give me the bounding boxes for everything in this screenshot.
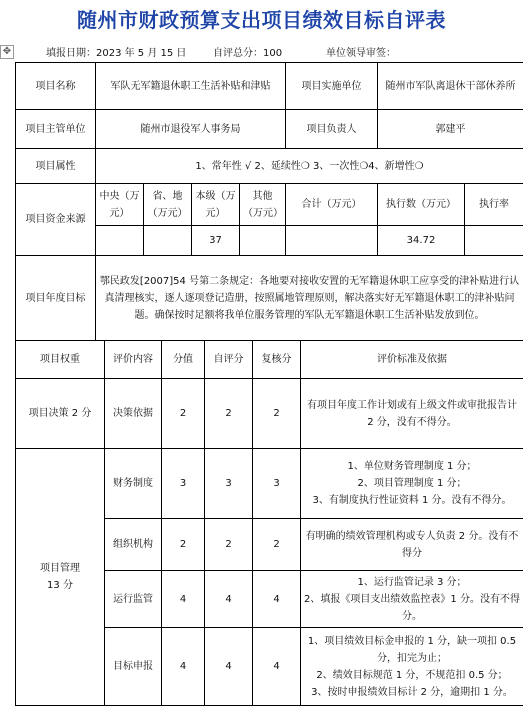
- criteria-cell: [301, 628, 523, 706]
- criteria-line: 有项目年度工作计划或有上级文件或审批报告计 2 分，没有不得分。: [307, 399, 517, 428]
- self-score-cell: 2: [205, 379, 253, 449]
- fill-date: 填报日期：2023 年 5 月 15 日: [46, 48, 187, 59]
- self-score-cell: 4: [205, 571, 253, 628]
- criteria-line: 1、运行监管记录 3 分；: [357, 576, 467, 588]
- content-cell: 决策依据: [105, 379, 162, 449]
- funding-header-total: 合计（万元）: [286, 184, 378, 226]
- funding-header-central: 中央（万元）: [96, 184, 144, 226]
- criteria-line: 2、项目管理制度 1 分；: [357, 478, 467, 489]
- criteria-line: 1、项目绩效目标金申报的 1 分，缺一项扣 0.5 分，扣完为止；: [307, 635, 517, 664]
- score-cell: 3: [162, 449, 205, 519]
- impl-unit-label: 项目实施单位: [286, 63, 378, 110]
- attribute-value: 1、常年性 √ 2、延续性❍ 3、一次性❍4、新增性❍: [96, 149, 523, 184]
- project-name-label: 项目名称: [16, 63, 96, 110]
- criteria-cell: [301, 571, 523, 628]
- project-name-value: 军队无军籍退休职工生活补贴和津贴: [96, 63, 286, 110]
- eval-header-weight: 项目权重: [16, 341, 105, 379]
- impl-unit-value: 随州市军队离退休干部休养所: [378, 63, 523, 110]
- funding-header-local: 本级（万元）: [192, 184, 240, 226]
- criteria-line: 2、绩效目标规范 1 分，不规范扣 0.5 分；: [316, 669, 508, 681]
- self-score-cell: 4: [205, 628, 253, 706]
- funding-header-other: 其他（万元）: [240, 184, 286, 226]
- form-title: 随州市财政预算支出项目绩效目标自评表: [77, 8, 446, 32]
- funding-value-central: [96, 226, 144, 256]
- criteria-cell: [301, 449, 523, 519]
- weight-decision: 项目决策 2 分: [16, 379, 105, 449]
- score-cell: 4: [162, 628, 205, 706]
- owner-value: 郭建平: [378, 110, 523, 149]
- supervisor-value: 随州市退役军人事务局: [96, 110, 286, 149]
- table-row: [16, 449, 523, 519]
- table-move-handle-icon[interactable]: ✥: [0, 45, 14, 59]
- funding-header-rate: 执行率: [465, 184, 523, 226]
- funding-value-rate: [465, 226, 523, 256]
- funding-value-total: [286, 226, 378, 256]
- funding-value-province: [144, 226, 192, 256]
- content-cell: 目标申报: [105, 628, 162, 706]
- content-cell: 组织机构: [105, 519, 162, 571]
- eval-header-review: 复核分: [253, 341, 301, 379]
- annual-goal-label: 项目年度目标: [16, 256, 96, 341]
- review-score-cell: 3: [253, 449, 301, 519]
- eval-header-self: 自评分: [205, 341, 253, 379]
- eval-header-criteria: 评价标准及依据: [301, 341, 523, 379]
- evaluation-table: [15, 340, 523, 706]
- content-cell: 运行监管: [105, 571, 162, 628]
- funding-value-executed: 34.72: [378, 226, 465, 256]
- criteria-line: 有明确的绩效管理机构或专人负责 2 分。没有不得分: [305, 530, 519, 559]
- eval-header-content: 评价内容: [105, 341, 162, 379]
- self-score-cell: 2: [205, 519, 253, 571]
- table-row: [16, 379, 523, 449]
- criteria-line: 3、按时申报绩效目标计 2 分，逾期扣 1 分。: [311, 686, 513, 698]
- criteria-line: 3、有制度执行性证资料 1 分。没有不得分。: [312, 495, 512, 506]
- criteria-line: 2、填报《项目支出绩效监控表》1 分。没有不得分。: [304, 593, 520, 622]
- review-score-cell: 4: [253, 628, 301, 706]
- eval-header-score: 分值: [162, 341, 205, 379]
- supervisor-label: 项目主管单位: [16, 110, 96, 149]
- total-score: 自评总分：100: [213, 48, 283, 59]
- funding-header-province: 省、地（万元）: [144, 184, 192, 226]
- review-score-cell: 4: [253, 571, 301, 628]
- owner-label: 项目负责人: [286, 110, 378, 149]
- review-score-cell: 2: [253, 519, 301, 571]
- criteria-cell: [301, 519, 523, 571]
- criteria-line: 1、单位财务管理制度 1 分；: [347, 461, 477, 472]
- funding-value-local: 37: [192, 226, 240, 256]
- self-score-cell: 3: [205, 449, 253, 519]
- funding-label: [16, 184, 96, 256]
- score-cell: 4: [162, 571, 205, 628]
- annual-goal-text: 鄂民政发[2007]54 号第二条规定：各地要对接收安置的无军籍退休职工应享受的津补贴进行认真清理核实，逐人逐项登记造册，按照属地管理原则，解决落实好无军籍退休职工的津补贴问题。确保按时足额将我单位服务管理的军队无军籍退休职工生活补贴发放到位。: [96, 256, 523, 341]
- funding-label-text: 项目资金来源: [25, 214, 86, 225]
- content-cell: 财务制度: [105, 449, 162, 519]
- review-score-cell: 2: [253, 379, 301, 449]
- funding-value-other: [240, 226, 286, 256]
- criteria-cell: [301, 379, 523, 449]
- score-cell: 2: [162, 519, 205, 571]
- project-info-table: [15, 62, 523, 341]
- attribute-label: 项目属性: [16, 149, 96, 184]
- leader-sign-label: 单位领导审签：: [326, 48, 396, 59]
- weight-management: 项目管理 13 分: [16, 449, 105, 706]
- score-cell: 2: [162, 379, 205, 449]
- funding-header-executed: 执行数（万元）: [378, 184, 465, 226]
